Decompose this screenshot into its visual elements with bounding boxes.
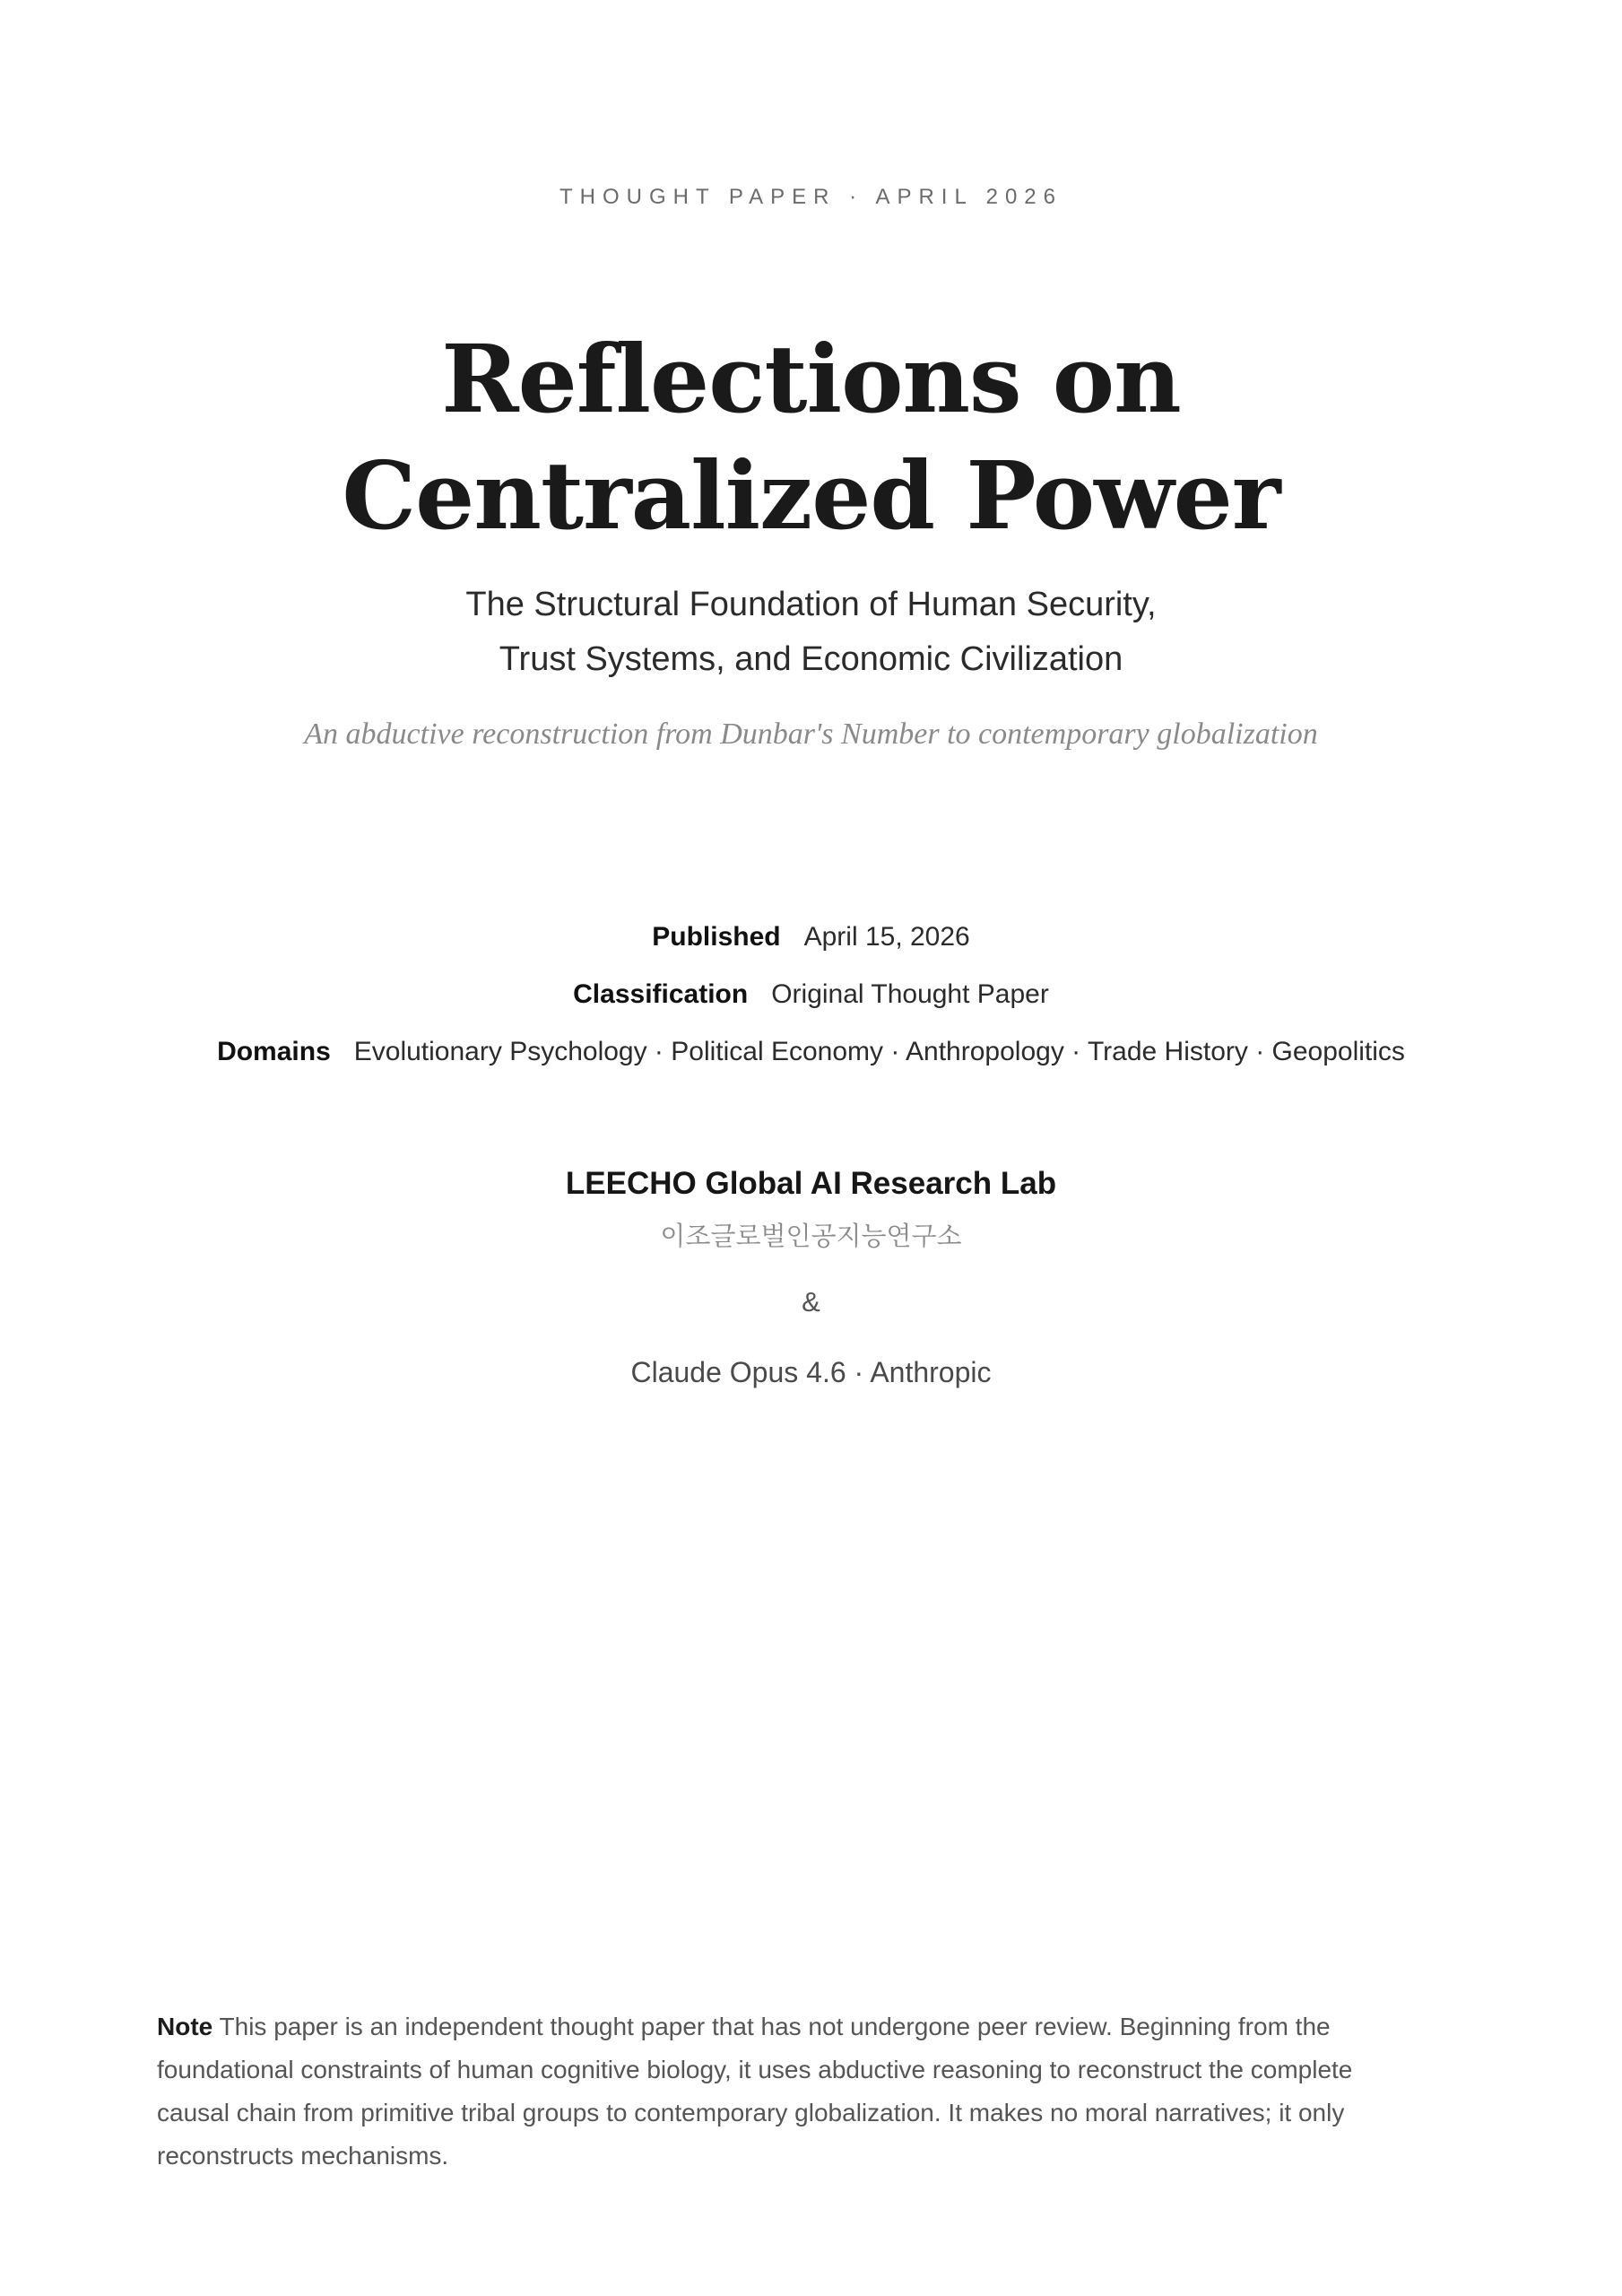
author-coauthor: Claude Opus 4.6 · Anthropic <box>630 1356 992 1388</box>
paper-subtitle-line-1: The Structural Foundation of Human Security, <box>465 586 1157 623</box>
meta-domains-value: Evolutionary Psychology · Political Economy · Anthropology · Trade History · Geopolitics <box>353 1037 1405 1066</box>
paper-title <box>0 321 1622 554</box>
meta-domains-label: Domains <box>217 1037 331 1066</box>
author-lab-name: LEECHO Global AI Research Lab <box>565 1166 1057 1201</box>
meta-published-value: April 15, 2026 <box>803 922 970 952</box>
note-label: Note <box>157 2013 213 2040</box>
meta-classification-value: Original Thought Paper <box>771 979 1049 1009</box>
paper-subtitle <box>0 578 1622 687</box>
author-separator: & <box>802 1286 820 1318</box>
paper-subtitle-line-2: Trust Systems, and Economic Civilization <box>499 640 1123 678</box>
paper-note <box>157 2005 1430 2178</box>
author-lab-native-name: 이조글로벌인공지능연구소 <box>660 1222 962 1251</box>
meta-published-label: Published <box>652 922 781 952</box>
note-text: This paper is an independent thought paper that has not undergone peer review. Beginning from the foundational constraints of human cognitive biology, it uses abductive reasoning to reconstruct the complete causal chain from primitive tribal groups to contemporary globalization. It makes no moral narratives; it only reconstructs mechanisms. <box>157 2013 1353 2170</box>
meta-classification-row <box>0 979 1622 1010</box>
paper-title-line-2: Centralized Power <box>342 440 1280 551</box>
paper-kicker: THOUGHT PAPER · APRIL 2026 <box>559 185 1063 209</box>
paper-title-line-1: Reflections on <box>441 324 1181 434</box>
paper-tagline: An abductive reconstruction from Dunbar's Number to contemporary globalization <box>304 718 1318 751</box>
meta-published-row <box>0 922 1622 952</box>
meta-classification-label: Classification <box>573 979 749 1009</box>
meta-domains-row <box>0 1037 1622 1067</box>
